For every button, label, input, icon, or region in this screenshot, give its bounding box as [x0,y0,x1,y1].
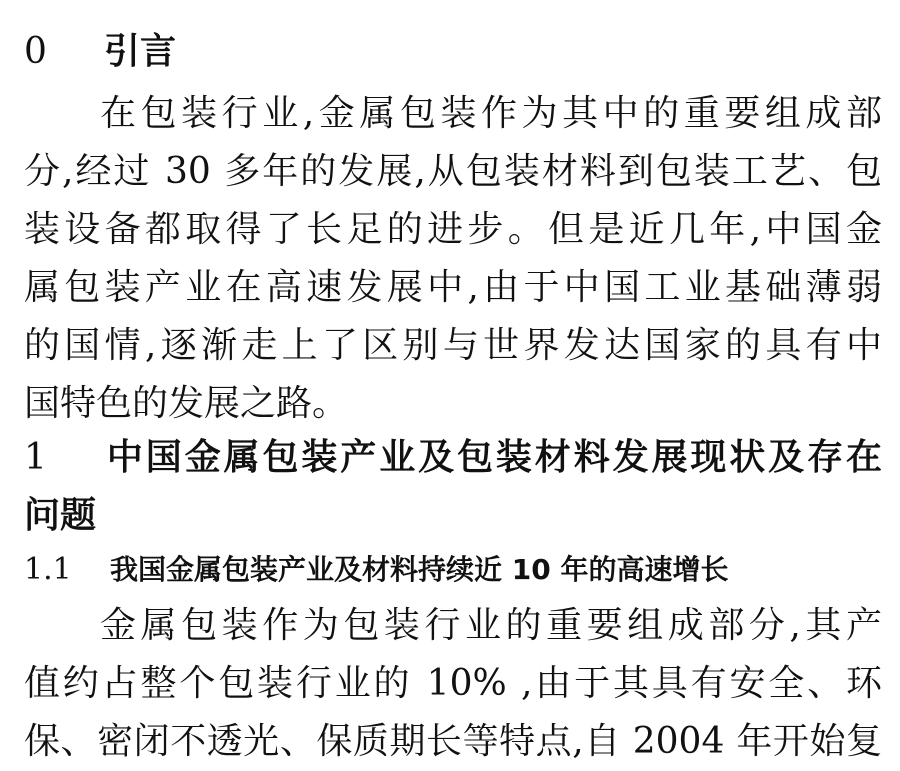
section-title: 中国金属包装产业及包装材料发展现状及存在 [104,437,882,478]
paragraph-line: 属包装产业在高速发展中,由于中国工业基础薄弱 [24,267,882,308]
section-1-heading-continued: 问题 [24,495,97,536]
paragraph-line: 在包装行业,金属包装作为其中的重要组成部 [100,93,882,134]
section-0-heading [24,30,882,74]
paragraph-line: 金属包装作为包装行业的重要组成部分,其产 [100,605,882,646]
section-1-heading [24,436,882,480]
paragraph-line: 值约占整个包装行业的 10% ,由于其具有安全、环 [24,663,882,704]
paragraph-line: 国特色的发展之路。 [24,383,349,424]
section-number: 1 [24,437,47,478]
section-1-1-heading [24,552,882,588]
paragraph-line: 装设备都取得了长足的进步。但是近几年,中国金 [24,209,882,250]
section-number: 0 [24,31,47,72]
paragraph-line: 保、密闭不透光、保质期长等特点,自 2004 年开始复 [24,721,882,762]
paragraph-line: 的国情,逐渐走上了区别与世界发达国家的具有中 [24,325,882,366]
section-title: 引言 [104,31,177,72]
section-title: 我国金属包装产业及材料持续近 10 年的高速增长 [110,553,729,586]
section-number: 1.1 [24,552,72,587]
paragraph-line: 分,经过 30 多年的发展,从包装材料到包装工艺、包 [24,151,882,192]
